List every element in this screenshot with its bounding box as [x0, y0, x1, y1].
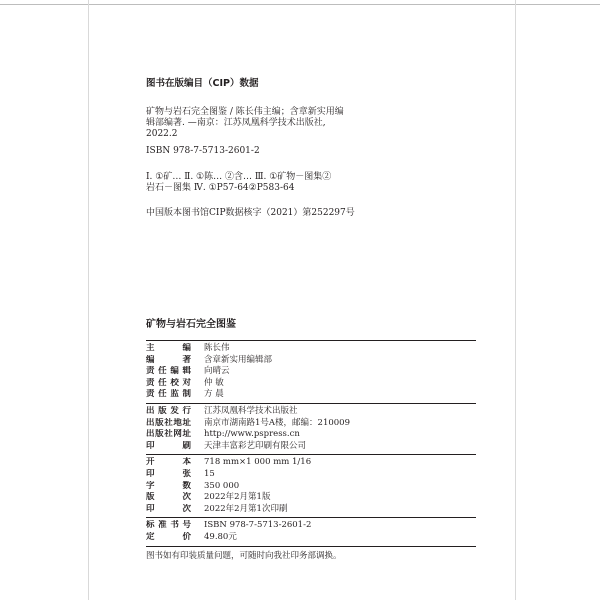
colophon-row — [146, 389, 476, 401]
credits-group — [146, 341, 476, 403]
row-value: 江苏凤凰科学技术出版社 — [204, 405, 298, 416]
cip-isbn: ISBN 978-7-5713-2601-2 — [146, 146, 260, 156]
colophon — [146, 319, 476, 562]
colophon-row — [146, 481, 476, 493]
cip-classification — [146, 172, 446, 194]
colophon-row — [146, 343, 476, 355]
row-label: 印 刷 — [146, 440, 191, 451]
row-value: 350 000 — [204, 480, 240, 491]
page-left-border — [88, 0, 89, 600]
publisher-website: http://www.pspress.cn — [204, 429, 300, 440]
row-value: 含章新实用编辑部 — [204, 354, 273, 365]
colophon-row — [146, 504, 476, 516]
colophon-row — [146, 366, 476, 378]
row-value: 仲 敏 — [204, 377, 224, 388]
row-value: 向晴云 — [204, 366, 230, 377]
row-label: 主 编 — [146, 343, 191, 353]
cip-heading: 图书在版编目（CIP）数据 — [146, 78, 259, 89]
format-group — [146, 455, 476, 517]
colophon-row — [146, 378, 476, 390]
divider — [146, 546, 476, 547]
row-label: 出版社网址 — [146, 429, 191, 440]
row-label: 开 本 — [146, 457, 191, 468]
cip-record-line: 辑部编著. —南京：江苏凤凰科学技术出版社, — [146, 118, 326, 128]
quality-notice: 图书如有印装质量问题，可随时向我社印务部调换。 — [146, 550, 342, 561]
row-label: 出版社地址 — [146, 417, 191, 428]
colophon-row — [146, 441, 476, 453]
cip-data-block — [146, 78, 446, 219]
page-top-border — [0, 4, 600, 5]
page-right-border — [515, 0, 516, 600]
isbn-price-group — [146, 518, 476, 545]
row-label: 定 价 — [146, 531, 191, 542]
row-label: 出版发行 — [146, 405, 191, 416]
book-title: 矿物与岩石完全图鉴 — [146, 319, 236, 330]
row-value: 15 — [204, 468, 215, 479]
row-label: 印 次 — [146, 503, 191, 514]
colophon-row — [146, 532, 476, 544]
colophon-row — [146, 492, 476, 504]
cip-classification-line: 岩石－图集 Ⅳ. ①P57-64②P583-64 — [146, 183, 295, 193]
row-value: 718 mm×1 000 mm 1/16 — [204, 457, 312, 468]
colophon-row — [146, 457, 476, 469]
row-label: 版 次 — [146, 492, 191, 503]
row-label: 责任校对 — [146, 377, 191, 388]
cip-record-line: 矿物与岩石完全图鉴 / 陈长伟主编；含章新实用编 — [146, 107, 344, 117]
row-label: 标准书号 — [146, 520, 191, 531]
row-label: 编 著 — [146, 354, 191, 365]
row-value: 南京市湖南路1号A楼，邮编：210009 — [204, 417, 350, 428]
row-value: 天津丰富彩艺印刷有限公司 — [204, 440, 307, 451]
publisher-group — [146, 404, 476, 454]
colophon-row — [146, 429, 476, 441]
row-value: 2022年2月第1版 — [204, 492, 271, 503]
price-value: 49.80元 — [204, 531, 237, 542]
cip-record-line: 2022.2 — [146, 129, 178, 139]
cip-verification-number: 中国版本图书馆CIP数据核字（2021）第252297号 — [146, 208, 355, 218]
row-value: 方 晨 — [204, 389, 224, 400]
colophon-row — [146, 520, 476, 532]
row-label: 责任编辑 — [146, 366, 191, 377]
row-label: 字 数 — [146, 480, 191, 491]
row-value: 陈长伟 — [204, 343, 230, 353]
row-label: 责任监制 — [146, 389, 191, 400]
isbn-value: ISBN 978-7-5713-2601-2 — [204, 520, 312, 531]
row-value: 2022年2月第1次印刷 — [204, 503, 288, 514]
row-label: 印 张 — [146, 468, 191, 479]
cip-classification-line: Ⅰ. ①矿… Ⅱ. ①陈… ②含… Ⅲ. ①矿物－图集② — [146, 172, 332, 182]
colophon-row — [146, 355, 476, 367]
cip-record — [146, 107, 446, 140]
colophon-row — [146, 469, 476, 481]
colophon-row — [146, 406, 476, 418]
colophon-row — [146, 418, 476, 430]
